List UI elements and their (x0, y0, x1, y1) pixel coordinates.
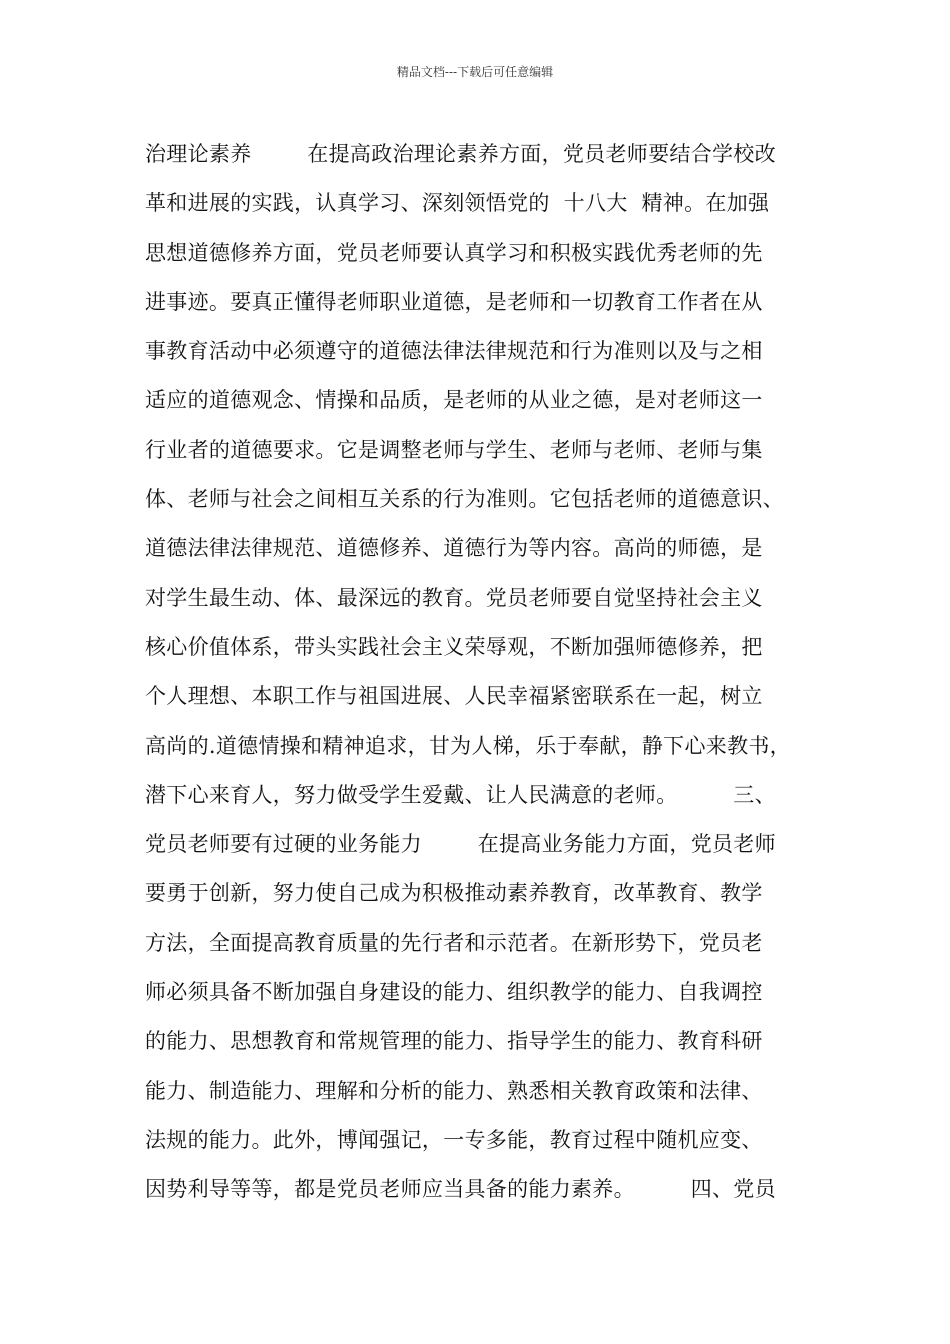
document-body (145, 130, 835, 1215)
text-line: 师必须具备不断加强自身建设的能力、组织教学的能力、自我调控 (145, 980, 763, 1005)
text-line: 适应的道德观念、情操和品质，是老师的从业之德，是对老师这一 (145, 388, 763, 413)
text-line: 思想道德修养方面，党员老师要认真学习和积极实践优秀老师的先 (145, 240, 763, 265)
text-line: 高尚的.道德情操和精神追求，甘为人梯，乐于奉献，静下心来教书， (145, 733, 791, 758)
text-line: 要勇于创新，努力使自己成为积极推动素养教育，改革教育、教学 (145, 881, 763, 906)
page-header: 精品文档---下载后可任意编辑 (396, 65, 554, 79)
text-line: 道德法律法律规范、道德修养、道德行为等内容。高尚的师德，是 (145, 536, 763, 561)
text-line: 治理论素养 在提高政治理论素养方面，党员老师要结合学校改 (145, 142, 776, 166)
text-line: 个人理想、本职工作与祖国进展、人民幸福紧密联系在一起，树立 (145, 684, 763, 709)
text-line: 进事迹。要真正懂得老师职业道德，是老师和一切教育工作者在从 (145, 289, 763, 314)
text-line: 党员老师要有过硬的业务能力 在提高业务能力方面，党员老师 (145, 832, 776, 857)
text-line: 核心价值体系，带头实践社会主义荣辱观，不断加强师德修养，把 (145, 634, 763, 659)
text-line: 潜下心来育人，努力做受学生爱戴、让人民满意的老师。 三、 (145, 782, 776, 807)
text-line: 的能力、思想教育和常规管理的能力、指导学生的能力、教育科研 (145, 1029, 763, 1054)
text-line: 体、老师与社会之间相互关系的行为准则。它包括老师的道德意识、 (145, 487, 784, 512)
text-line: 行业者的道德要求。它是调整老师与学生、老师与老师、老师与集 (145, 437, 763, 462)
text-line: 对学生最生动、体、最深远的教育。党员老师要自觉坚持社会主义 (145, 585, 763, 610)
text-line: 革和进展的实践，认真学习、深刻领悟党的 十八大 精神。在加强 (145, 191, 770, 216)
text-line: 法规的能力。此外，博闻强记，一专多能，教育过程中随机应变、 (145, 1127, 763, 1152)
text-line: 事教育活动中必须遵守的道德法律法律规范和行为准则以及与之相 (145, 339, 763, 364)
text-line: 能力、制造能力、理解和分析的能力、熟悉相关教育政策和法律、 (145, 1078, 763, 1103)
text-line: 因势利导等等，都是党员老师应当具备的能力素养。 四、党员 (145, 1177, 776, 1202)
text-line: 方法，全面提高教育质量的先行者和示范者。在新形势下，党员老 (145, 930, 763, 955)
